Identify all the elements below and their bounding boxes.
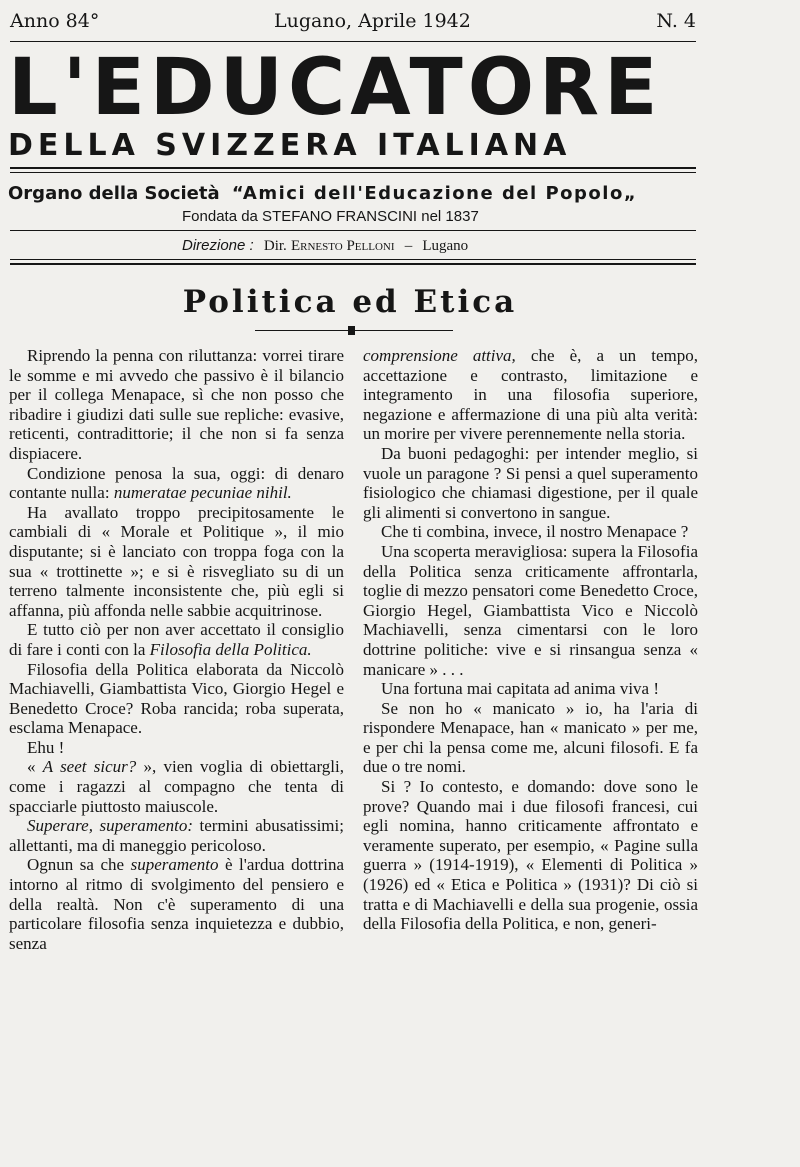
left-column: [9, 346, 344, 953]
title-rule-thin: [10, 172, 696, 173]
paragraph: Ha avallato troppo precipitosamente le cambiali di « Morale et Politique », il mio disputante; si è lanciato con troppa foga con la sua « trottinette »; e si è risvegliato su di un terreno talmente inconsistente che, più egli si affanna, più affonda nelle sabbie acquitrinose.: [9, 502, 344, 620]
organ-line: [8, 182, 698, 206]
paragraph: Ehu !: [27, 737, 65, 757]
founded-rule: [10, 230, 696, 231]
volume-year: Anno 84°: [10, 10, 100, 32]
founded-line: Fondata da STEFANO FRANSCINI nel 1837: [182, 208, 479, 225]
direction-line: [182, 235, 468, 257]
paragraph: Riprendo la penna con riluttanza: vorrei tirare le somme e mi avvedo che passivo è il bilancio per il collega Menapace, sì che non posso che ribadire i giudizi dati sulle sue repliche: evasive, reticenti, contradittorie; il che non si fa senza dispiacere.: [9, 346, 344, 463]
organ-prefix: Organo della Società: [8, 183, 220, 204]
header-rule-thin: [10, 259, 696, 260]
journal-title: L'EDUCATORE: [8, 43, 663, 133]
direction-label: Direzione :: [182, 237, 254, 254]
paragraph: « A seet sicur? », vien voglia di obiettargli, come i ragazzi al compagno che tenta di spacciarle piuttosto maiuscole.: [9, 757, 345, 816]
top-rule: [10, 41, 696, 42]
director-separator: –: [404, 238, 413, 254]
paragraph: Ognun sa che superamento è l'ardua dottrina intorno al ritmo di svolgimento del pensiero e della realtà. Non c'è superamento di una particolare filosofia senza inquietezza e dubbio, senza: [9, 855, 344, 953]
director-place: Lugano: [422, 238, 469, 254]
paragraph: Se non ho « manicato » io, ha l'aria di rispondere Menapace, han « manicato » per me, e per chi la pensa come me, alcuni filosofi. E fa due o tre nomi.: [363, 698, 698, 777]
paragraph: Che ti combina, invece, il nostro Menapace ?: [381, 522, 689, 542]
paragraph: Una fortuna mai capitata ad anima viva !: [381, 679, 660, 699]
header-rule-thick: [10, 263, 696, 265]
director-name: Ernesto Pelloni: [290, 238, 395, 254]
director-prefix: Dir.: [263, 238, 287, 254]
title-ornament-mark: [348, 326, 355, 335]
paragraph: Si ? Io contesto, e domando: dove sono le prove? Quando mai i due filosofi francesi, cui egli nomina, hanno criticamente affrontato e veramente superato, per esempio, « Pagine sulla guerra » (1914-1919), « Elementi di Politica » (1926) ed « Etica e Politica » (1931)? Di ciò si tratta e di Machiavelli e della sua progenie, ossia della Filosofia della Politica, e non, generi-: [363, 777, 698, 934]
paragraph: Superare, superamento: termini abusatissimi; allettanti, ma di maneggio pericoloso.: [9, 816, 344, 855]
paragraph: Condizione penosa la sua, oggi: di denaro contante nulla: numeratae pecuniae nihil.: [9, 463, 344, 503]
paragraph: E tutto ciò per non aver accettato il consiglio di fare i conti con la Filosofia della Politica.: [9, 620, 344, 659]
title-rule-thick: [10, 167, 696, 169]
issue-number: N. 4: [656, 10, 696, 32]
masthead-info-line: [10, 10, 696, 36]
paragraph: Da buoni pedagoghi: per intender meglio, si vuole un paragone ? Si pensi a quel superamento fisiologico che chiamasi digestione, per il quale gli alimenti si convertono in sangue.: [363, 443, 698, 522]
place-date: Lugano, Aprile 1942: [274, 10, 471, 32]
paragraph: Filosofia della Politica elaborata da Niccolò Machiavelli, Giambattista Vico, Giorgio Hegel e Benedetto Croce? Roba rancida; roba superata, esclama Menapace.: [9, 659, 344, 738]
right-column: [363, 346, 698, 934]
journal-subtitle: DELLA SVIZZERA ITALIANA: [8, 128, 572, 163]
paragraph: comprensione attiva, che è, a un tempo, accettazione e contrasto, limitazione e integramento in una filosofia superiore, negazione e affermazione di una più alta verità: un morire per vivere perennemente nella storia.: [363, 346, 698, 444]
society-name: “Amici dell'Educazione del Popolo„: [231, 183, 638, 204]
article-title: Politica ed Etica: [182, 284, 518, 320]
paragraph: Una scoperta meravigliosa: supera la Filosofia della Politica senza criticamente affrontarla, toglie di mezzo pensatori come Benedetto Croce, Giorgio Hegel, Giambattista Vico e Niccolò Machiavelli, senza cimentarsi con le loro dottrine politiche: vive e si rinsangua senza « manicare » . . .: [363, 541, 698, 679]
